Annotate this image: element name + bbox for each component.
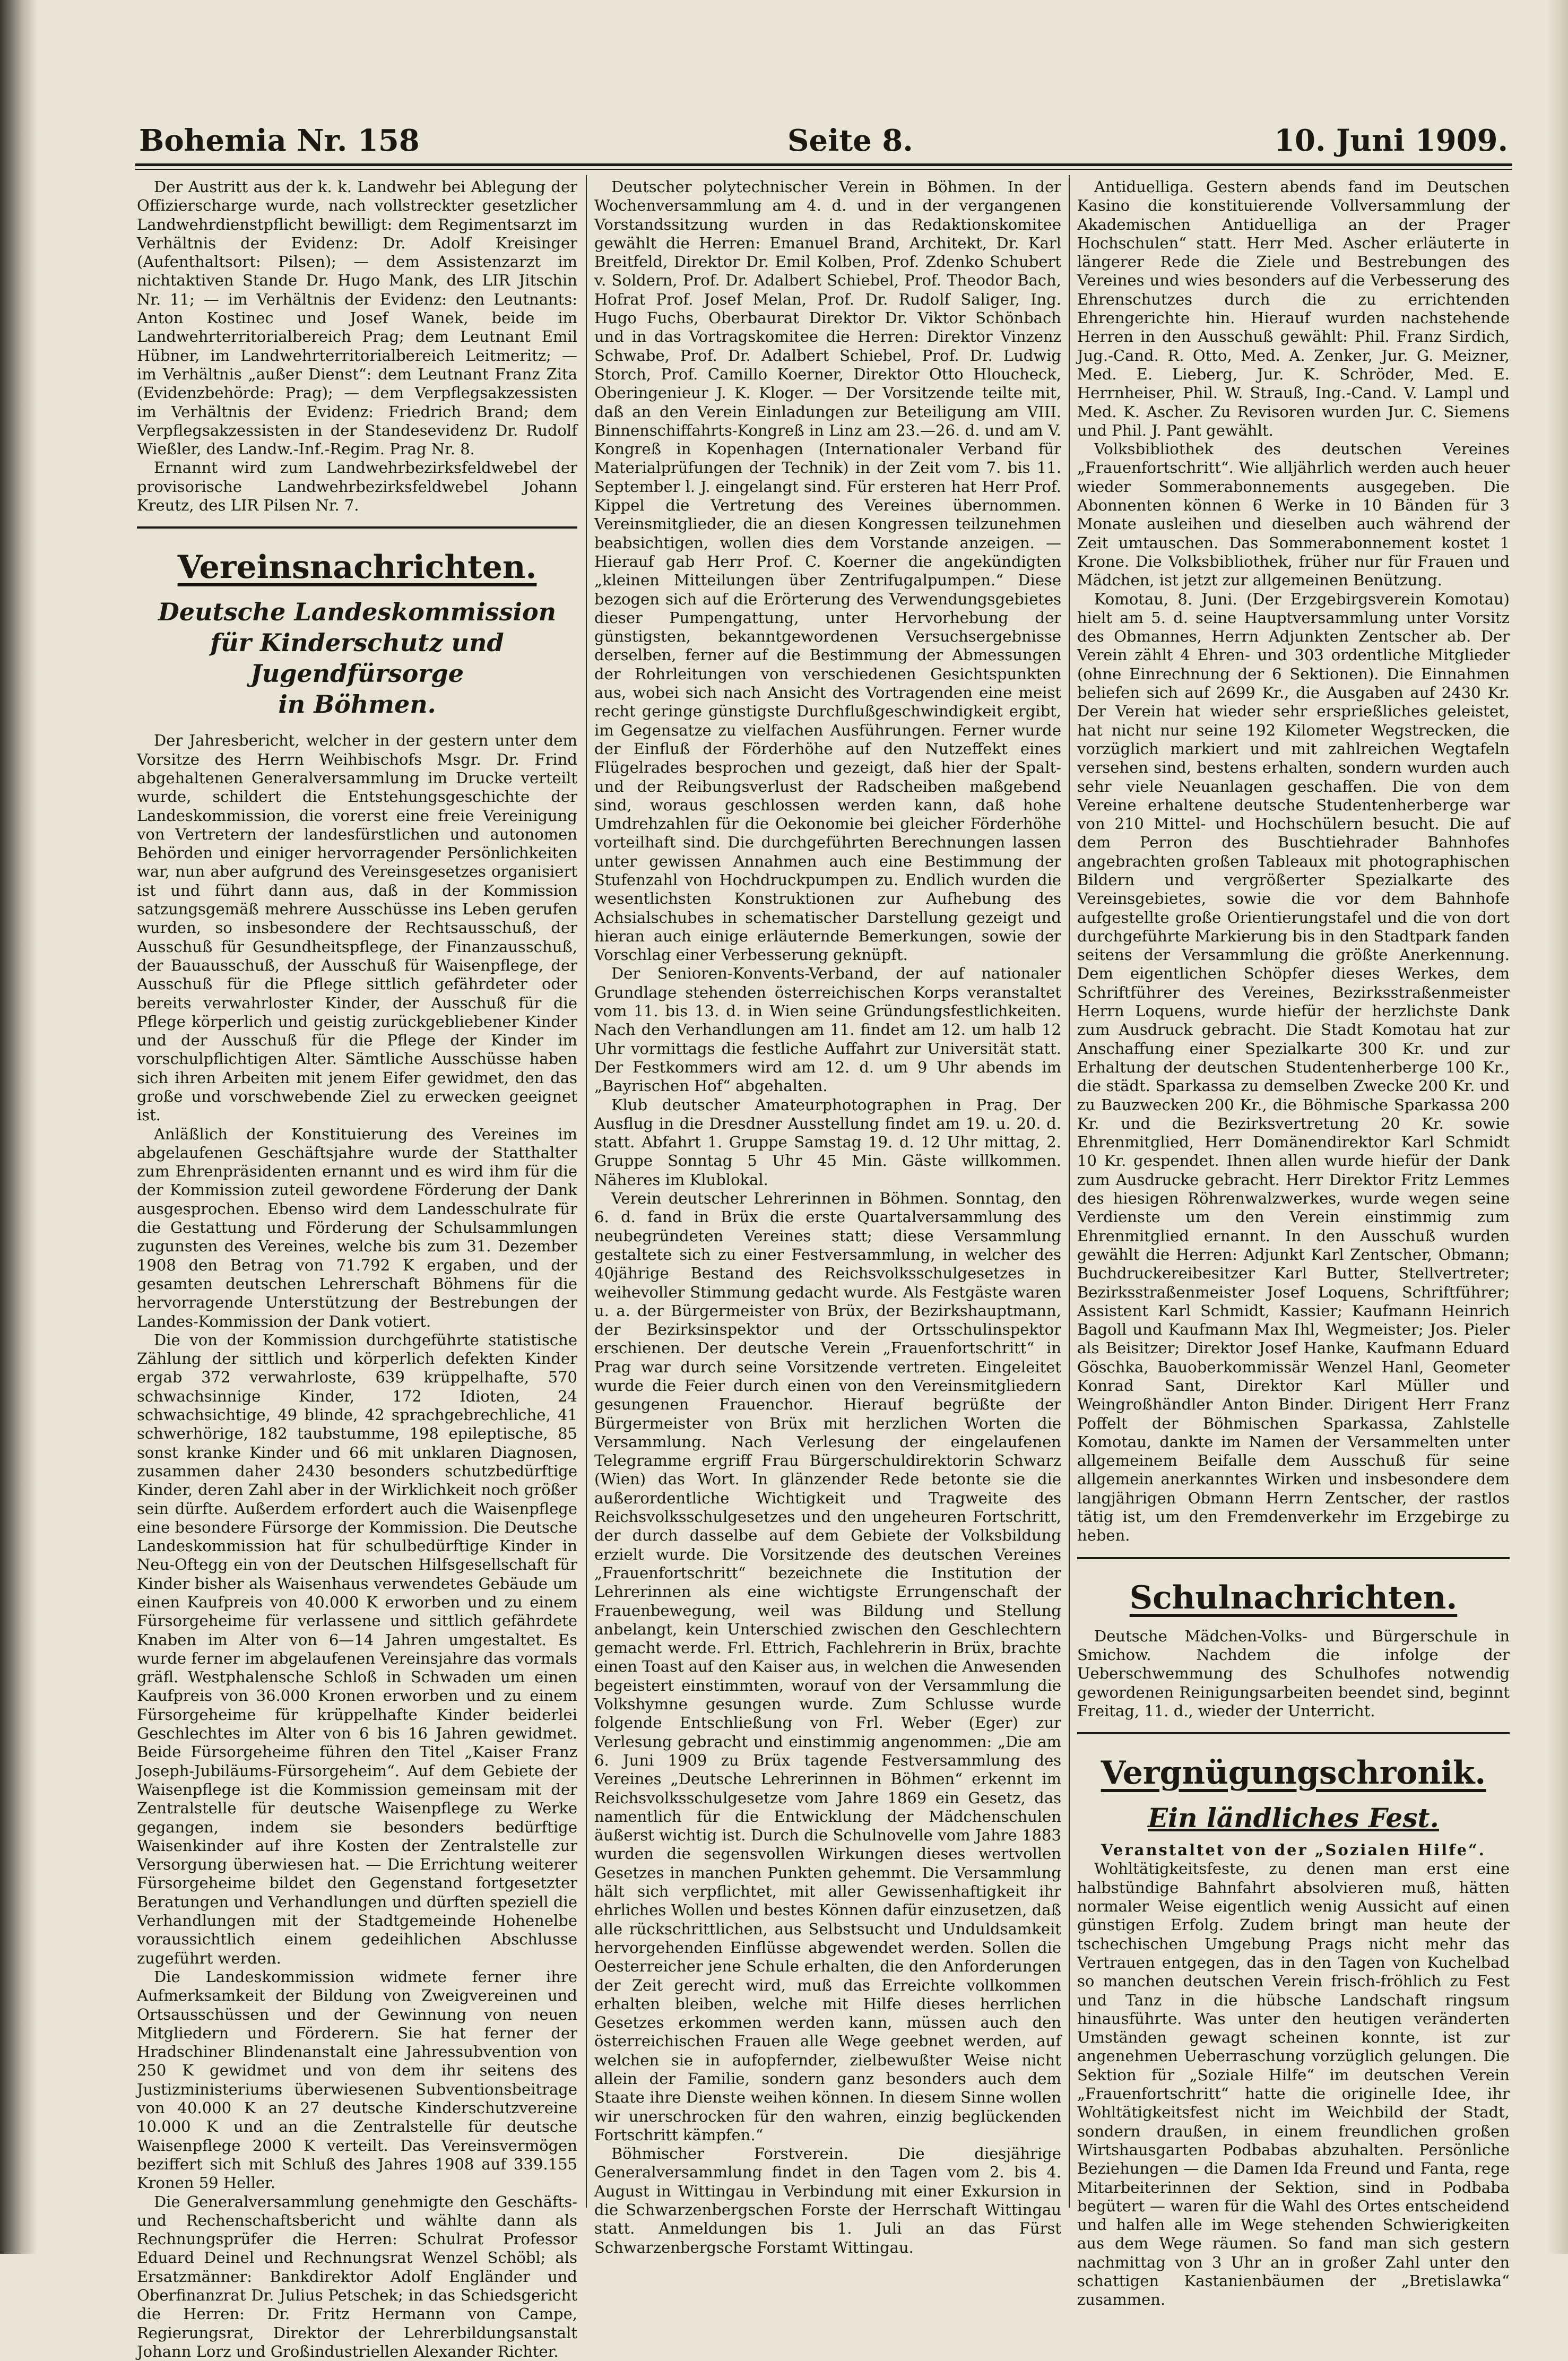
article-volksbibliothek: Volksbibliothek des deutschen Vereines „Frauenfortschritt“. Wie alljährlich werden auch heuer wieder Sommerabonnements ausgegeben. Die Abonnenten können 6 Werke in 10 Bänden für 3 Monate ausleihen und dieselben auch während der Zeit umtauschen. Das Sommerabonnement kostet 1 Krone. Die Volksbibliothek, früher nur für Frauen und Mädchen, ist jetzt zur allgemeinen Benützung. xyxy=(1077,440,1510,590)
header-date: 10. Juni 1909. xyxy=(1274,123,1508,158)
paragraph: Anläßlich der Konstituierung des Vereines im abgelaufenen Geschäftsjahre wurde der Statthalter zum Ehrenpräsidenten ernannt und es wird ihm für die der Kommission zuteil gewordene Förderung der Dank ausgesprochen. Ebenso wird dem Landesschulrate für die Gestattung und Förderung der Schulsammlungen zugunsten des Vereines, welche bis zum 31. Dezember 1908 den Betrag von 71.792 K ergaben, und der gesamten deutschen Lehrerschaft Böhmens für die hervorragende Unterstützung der Bestrebungen der Landes-Kommission der Dank votiert. xyxy=(137,1125,577,1331)
section-rule xyxy=(1077,1732,1510,1734)
section-rule xyxy=(137,526,577,529)
column-3 xyxy=(1077,178,1510,2200)
section-rule xyxy=(1077,1557,1510,1559)
header-rule-thin xyxy=(135,169,1512,170)
article-landwehr-appointment: Ernannt wird zum Landwehrbezirksfeldwebel der provisorische Landwehrbezirksfeldwebel Johann Kreutz, des LIR Pilsen Nr. 7. xyxy=(137,459,577,515)
article-forstverein: Böhmischer Forstverein. Die diesjährige Generalversammlung findet in den Tagen vom 2. bis 4. August in Wittingau in Verbindung mit einer Exkursion in die Schwarzenbergschen Forste der Herrschaft Wittingau statt. Anmeldungen bis 1. Juli an das Fürst Schwarzenbergsche Forstamt Wittingau. xyxy=(594,2144,1061,2257)
section-heading-schulnachrichten: Schulnachrichten. xyxy=(1077,1579,1510,1616)
article-heading-laendliches-fest: Ein ländliches Fest. xyxy=(1077,1802,1510,1834)
article-landwehr: Der Austritt aus der k. k. Landwehr bei Ablegung der Offizierscharge wurde, nach vollstreckter gesetzlicher Landwehrdienstpflicht bewilligt: dem Regimentsarzt im Verhältnis der Evidenz: Dr. Adolf Kreisinger (Aufenthaltsort: Pilsen); — dem Assistenzarzt im nichtaktiven Stande Dr. Hugo Mank, des LIR Jitschin Nr. 11; — im Verhältnis der Evidenz: den Leutnants: Anton Kostinec und Josef Wanek, beide im Landwehrterritorialbereich Prag; dem Leutnant Emil Hübner, im Landwehrterritorialbereich Leitmeritz; — im Verhältnis „außer Dienst“: dem Leutnant Franz Zita (Evidenzbehörde: Prag); — dem Verpflegsakzessisten im Verhältnis der Evidenz: Friedrich Brand; dem Verpflegsakzessisten in der Standesevidenz Dr. Rudolf Wießler, des Landw.-Inf.-Regim. Prag Nr. 8. xyxy=(137,178,577,459)
scan-edge-right xyxy=(1547,0,1568,2254)
section-heading-vergnuegungschronik: Vergnügungschronik. xyxy=(1077,1754,1510,1792)
paragraph: Die Landeskommission widmete ferner ihre Aufmerksamkeit der Bildung von Zweigvereinen und Ortsausschüssen und der Gewinnung von neuen Mitgliedern und Förderern. Sie hat ferner der Hradschiner Blindenanstalt eine Jahressubvention von 250 K gewidmet und von dem ihr seitens des Justizministeriums überwiesenen Subventionsbeitrage von 40.000 K an 27 deutsche Kinderschutzvereine 10.000 K und an die Zentralstelle für deutsche Waisenpflege 2000 K verteilt. Das Vereinsvermögen beziffert sich mit Schluß des Jahres 1908 auf 339.155 Kronen 59 Heller. xyxy=(137,1968,577,2193)
heading-line-2: für Kinderschutz und Jugendfürsorge xyxy=(137,627,577,689)
header-issue: Bohemia Nr. 158 xyxy=(139,123,420,158)
column-2 xyxy=(594,178,1061,2200)
article-erzgebirgsverein: Komotau, 8. Juni. (Der Erzgebirgsverein Komotau) hielt am 5. d. seine Hauptversammlung unter Vorsitz des Obmannes, Herrn Adjunkten Zentscher ab. Der Verein zählt 4 Ehren- und 303 ordentliche Mitglieder (ohne Einrechnung der 6 Sektionen). Die Einnahmen beliefen sich auf 2699 Kr., die Ausgaben auf 2430 Kr. Der Verein hat wieder sehr ersprießliches geleistet, hat nicht nur seine 192 Kilometer Wegstrecken, die vorzüglich markiert und mit zahlreichen Wegtafeln versehen sind, bestens erhalten, sondern wurden auch sehr viele Neuanlagen geschaffen. Die von dem Vereine erhaltene deutsche Studentenherberge war von 210 Mittel- und Hochschülern besucht. Die auf dem Perron des Buschtiehrader Bahnhofes angebrachten großen Tableaux mit photographischen Bildern und vergrößerter Spezialkarte des Vereinsgebietes, sowie die vor dem Bahnhofe aufgestellte große Orientierungstafel und die von dort durchgeführte Markierung bis in den Stadtpark fanden seitens der Versammlung die größte Anerkennung. Dem eigentlichen Schöpfer dieses Werkes, dem Schriftführer des Vereines, Bezirksstraßenmeister Herrn Loquens, wurde hiefür der herzlichste Dank zum Ausdruck gebracht. Die Stadt Komotau hat zur Anschaffung einer Spezialkarte 300 Kr. und zur Erhaltung der deutschen Studentenherberge 100 Kr., die städt. Sparkassa zu demselben Zwecke 200 Kr. und zu Bauzwecken 200 Kr., die Böhmische Sparkassa 200 Kr. und die Bezirksvertretung 20 Kr. sowie Ehrenmitglied, Herr Domänendirektor Karl Schmidt 10 Kr. gespendet. Ihnen allen wurde hiefür der Dank zum Ausdrucke gebracht. Herr Direktor Fritz Lemmes des hiesigen Röhrenwalzwerkes, wurde wegen seine Verdienste um den Verein einstimmig zum Ehrenmitglied ernannt. In den Ausschuß wurden gewählt die Herren: Adjunkt Karl Zentscher, Obmann; Buchdruckereibesitzer Karl Butter, Stellvertreter; Bezirksstraßenmeister Josef Loquens, Schriftführer; Assistent Karl Schmidt, Kassier; Kaufmann Heinrich Bagoll und Kaufmann Max Ihl, Wegmeister; Jos. Pieler als Beisitzer; Direktor Josef Hanke, Kaufmann Eduard Göschka, Bauoberkommissär Wenzel Hanl, Geometer Konrad Sant, Direktor Karl Müller und Weingroßhändler Anton Binder. Dirigent Herr Franz Poffelt der Böhmischen Sparkassa, Zahlstelle Komotau, dankte im Namen der Versammelten unter allgemeinem Beifalle dem Ausschuß für seine allgemein anerkanntes Wirken und insbesondere dem langjährigen Obmann Herrn Zentscher, der rastlos tätig ist, um den Fremdenverkehr im Erzgebirge zu heben. xyxy=(1077,590,1510,1545)
article-maedchenschule: Deutsche Mädchen-Volks- und Bürgerschule in Smichow. Nachdem die infolge der Ueberschwemmung des Schulhofes notwendig gewordenen Reinigungsarbeiten beendet sind, beginnt Freitag, 11. d., wieder der Unterricht. xyxy=(1077,1627,1510,1720)
scan-binding-shadow xyxy=(0,0,37,2254)
article-lehrerinnen: Verein deutscher Lehrerinnen in Böhmen. Sonntag, den 6. d. fand in Brüx die erste Quartalversammlung des neubegründeten Vereines statt; diese Versammlung gestaltete sich zu einer Festversammlung, in welcher des 40jährige Bestand des Reichsvolksschulgesetzes in weihevoller Stimmung gedacht wurde. Als Festgäste waren u. a. der Bürgermeister von Brüx, der Bezirkshauptmann, der Bezirksinspektor und der Ortsschulinspektor erschienen. Der deutsche Verein „Frauenfortschritt“ in Prag war durch seine Vorsitzende vertreten. Eingeleitet wurde die Feier durch einen von den Vereinsmitgliedern gesungenen Frauenchor. Hierauf begrüßte der Bürgermeister von Brüx mit herzlichen Worten die Versammlung. Nach Verlesung der eingelaufenen Telegramme ergriff Frau Bürgerschuldirektorin Schwarz (Wien) das Wort. In glänzender Rede betonte sie die außerordentliche Wichtigkeit und Tragweite des Reichsvolksschulgesetzes und den ungeheuren Fortschritt, der durch dasselbe auf dem Gebiete der Volksbildung erzielt wurde. Die Vorsitzende des deutschen Vereines „Frauenfortschritt“ bezeichnete die Institution der Lehrerinnen als eine wichtigste Errungenschaft der Frauenbewegung, weil was Bildung und Stellung anbelangt, kein Unterschied zwischen den Geschlechtern gemacht werde. Frl. Ettrich, Fachlehrerin in Brüx, brachte einen Toast auf den Kaiser aus, in welchen die Anwesenden begeistert einstimmten, worauf von der Versammlung die Volkshymne gesungen wurde. Zum Schlusse wurde folgende Entschließung von Frl. Weber (Eger) zur Verlesung gebracht und einstimmig angenommen: „Die am 6. Juni 1909 zu Brüx tagende Festversammlung des Vereines „Deutsche Lehrerinnen in Böhmen“ erkennt im Reichsvolksschulgesetze vom Jahre 1869 ein Gesetz, das namentlich für die Entwicklung der Mädchenschulen äußerst wichtig ist. Durch die Schulnovelle vom Jahre 1883 wurden die segensvollen Wirkungen dieses wertvollen Gesetzes in manchen Punkten gehemmt. Die Versammlung hält sich verpflichtet, mit aller Gewissenhaftigkeit ihr ehrliches Wollen und bestes Können dafür einzusetzen, daß alle rückschrittlichen, aus Selbstsucht und Unduldsamkeit hervorgehenden Einflüsse abgewendet werden. Sollen die Oesterreicher jene Schule erhalten, die den Anforderungen der Zeit gerecht wird, muß das Erreichte vollkommen erhalten bleiben, welche mit Hilfe dieses herrlichen Gesetzes erkommen werden kann, müssen auch den österreichischen Frauen alle Wege geebnet werden, auf welchen sie in aufopfernder, zielbewußter Weise nicht allein der Familie, sondern ganz besonders auch dem Staate ihre Dienste weihen können. In diesem Sinne wollen wir unerschrocken für den wahren, einzig beglückenden Fortschritt kämpfen.“ xyxy=(594,1189,1061,2144)
page-header xyxy=(139,123,1508,160)
column-divider-1 xyxy=(586,175,587,2208)
article-senioren-konvents-verband: Der Senioren-Konvents-Verband, der auf nationaler Grundlage stehenden österreichischen Korps veranstaltet vom 11. bis 13. d. in Wien seine Gründungsfestlichkeiten. Nach den Verhandlungen am 11. findet am 12. um halb 12 Uhr vormittags die festliche Auffahrt zur Universität statt. Der Festkommers wird am 12. d. um 9 Uhr abends im „Bayrischen Hof“ abgehalten. xyxy=(594,964,1061,1095)
heading-line-1: Deutsche Landeskommission xyxy=(137,596,577,627)
header-page-number: Seite 8. xyxy=(787,123,913,158)
section-heading-vereinsnachrichten: Vereinsnachrichten. xyxy=(137,549,577,586)
article-byline: Veranstaltet von der „Sozialen Hilfe“. xyxy=(1077,1841,1510,1860)
paragraph: Der Jahresbericht, welcher in der gestern unter dem Vorsitze des Herrn Weihbischofs Msgr. Dr. Frind abgehaltenen Generalversammlung im Drucke verteilt wurde, schildert die Entstehungsgeschichte der Landeskommission, die vorerst eine freie Vereinigung von Vertretern der landesfürstlichen und autonomen Behörden und einiger hervorragender Persönlichkeiten war, nun aber aufgrund des Vereinsgesetzes organisiert ist und führt dann aus, daß in der Kommission satzungsgemäß mehrere Ausschüsse ins Leben gerufen wurden, so insbesondere der Rechtsausschuß, der Ausschuß für Gesundheitspflege, der Finanzausschuß, der Bauausschuß, der Ausschuß für Waisenpflege, der Ausschuß für die Pflege sittlich gefährdeter oder bereits verwahrloster Kinder, der Ausschuß für die Pflege körperlich und geistig zurückgebliebener Kinder und der Ausschuß für die Pflege der Kinder im vorschulpflichtigen Alter. Sämtliche Ausschüsse haben sich ihren Arbeiten mit jenem Eifer gewidmet, den das große und vorschwebende Ziel zu erwecken geeignet ist. xyxy=(137,731,577,1125)
paragraph: Die Generalversammlung genehmigte den Geschäfts- und Rechenschaftsbericht und wählte dann als Rechnungsprüfer die Herren: Schulrat Professor Eduard Deinel und Rechnungsrat Wenzel Schöbl; als Ersatzmänner: Bankdirektor Adolf Engländer und Oberfinanzrat Dr. Julius Petschek; in das Schiedsgericht die Herren: Dr. Fritz Hermann von Campe, Regierungsrat, Direktor der Lehrerbildungsanstalt Johann Lorz und Großindustriellen Alexander Richter. xyxy=(137,2193,577,2361)
article-polytechnischer-verein: Deutscher polytechnischer Verein in Böhmen. In der Wochenversammlung am 4. d. und in der vergangenen Vorstandssitzung wurden in das Redaktionskomitee gewählt die Herren: Emanuel Brand, Architekt, Dr. Karl Breitfeld, Direktor Dr. Emil Kolben, Prof. Zdenko Schubert v. Soldern, Prof. Dr. Adalbert Schiebel, Prof. Theodor Bach, Hofrat Prof. Josef Melan, Prof. Dr. Rudolf Saliger, Ing. Hugo Fuchs, Oberbaurat Direktor Dr. Viktor Schönbach und in das Vortragskomitee die Herren: Direktor Vinzenz Schwabe, Prof. Dr. Adalbert Schiebel, Prof. Dr. Ludwig Storch, Prof. Camillo Koerner, Direktor Otto Hloucheck, Oberingenieur J. K. Kloger. — Der Vorsitzende teilte mit, daß an den Verein Einladungen zur Beteiligung am VIII. Binnenschiffahrts-Kongreß in Linz am 23.—26. d. und am V. Kongreß in Kopenhagen (Internationaler Verband für Materialprüfungen der Technik) in der Zeit vom 7. bis 11. September l. J. eingelangt sind. Für ersteren hat Herr Prof. Kippel die Vertretung des Vereines übernommen. Vereinsmitglieder, die an diesen Kongressen teilzunehmen beabsichtigen, wollen dies dem Vorstande anzeigen. — Hierauf gab Herr Prof. C. Koerner die angekündigten „kleinen Mitteilungen über Zentrifugalpumpen.“ Diese bezogen sich auf die Erörterung des Verwendungsgebietes dieser Pumpengattung, unter Hervorhebung der günstigsten, bekanntgewordenen Versuchsergebnisse derselben, ferner auf die Bestimmung der Abmessungen der Rohrleitungen von verschiedenen Gesichtspunkten aus, wobei sich nach Ansicht des Vortragenden eine meist recht geringe günstigste Durchflußgeschwindigkeit ergibt, im Gegensatze zu vielfachen Ausführungen. Ferner wurde der Einfluß der Förderhöhe auf den Nutzeffekt eines Flügelrades besprochen und gezeigt, daß hier der Spalt- und der Reibungsverlust der Radscheiben maßgebend sind, woraus geschlossen werden kann, daß hohe Umdrehzahlen für die Oekonomie bei gleicher Förderhöhe vorteilhaft sind. Die durchgeführten Berechnungen lassen unter gewissen Annahmen auch eine Bestimmung der Stufenzahl von Hochdruckpumpen zu. Endlich wurden die wesentlichsten Konstruktionen zur Aufhebung des Achsialschubes in schematischer Darstellung gezeigt und hieran auch einige erläuternde Bemerkungen, sowie der Vorschlag einer Verbesserung geknüpft. xyxy=(594,178,1061,964)
article-laendliches-fest: Wohltätigkeitsfeste, zu denen man erst eine halbstündige Bahnfahrt absolvieren muß, hätten normaler Weise eigentlich wenig Aussicht auf einen günstigen Erfolg. Zudem bringt man heute der tschechischen Umgebung Prags nicht mehr das Vertrauen entgegen, das in den Tagen von Kuchelbad so manchen deutschen Verein frisch-fröhlich zu Fest und Tanz in die hübsche Landschaft ringsum hinausführte. Was unter den heutigen veränderten Umständen gewagt scheinen konnte, ist zur angenehmen Ueberraschung vorzüglich gelungen. Die Sektion für „Soziale Hilfe“ im deutschen Verein „Frauenfortschritt“ hatte die originelle Idee, ihr Wohltätigkeitsfest nicht im Weichbild der Stadt, sondern draußen, in einem freundlichen großen Wirtshausgarten Podbabas abzuhalten. Persönliche Beziehungen — die Damen Ida Freund und Fanta, rege Mitarbeiterinnen der Sektion, sind in Podbaba begütert — waren für die Wahl des Ortes entscheidend und halfen alle im Wege stehenden Schwierigkeiten aus dem Wege räumen. So fand man sich gestern nachmittag von 3 Uhr an in großer Zahl unter den schattigen Kastanienbäumen der „Bretislawka“ zusammen. xyxy=(1077,1860,1510,2309)
article-amateurphotographen: Klub deutscher Amateurphotographen in Prag. Der Ausflug in die Dresdner Ausstellung findet am 19. u. 20. d. statt. Abfahrt 1. Gruppe Samstag 19. d. 12 Uhr mittag, 2. Gruppe Sonntag 5 Uhr 45 Min. Gäste willkommen. Näheres im Klublokal. xyxy=(594,1096,1061,1189)
column-divider-2 xyxy=(1069,175,1070,2208)
column-1 xyxy=(137,178,577,2200)
heading-line-3: in Böhmen. xyxy=(137,689,577,720)
paragraph: Die von der Kommission durchgeführte statistische Zählung der sittlich und körperlich defekten Kinder ergab 372 verwahrloste, 639 krüppelhafte, 570 schwachsinnige Kinder, 172 Idioten, 24 schwachsichtige, 49 blinde, 42 sprachgebrechliche, 41 schwerhörige, 182 taubstumme, 198 epileptische, 85 sonst kranke Kinder und 66 mit unklaren Diagnosen, zusammen daher 2430 besonders schutzbedürftige Kinder, deren Zahl aber in der Wirklichkeit noch größer sein dürfte. Außerdem erfordert auch die Waisenpflege eine besondere Fürsorge der Kommission. Die Deutsche Landeskommission hat für schulbedürftige Kinder in Neu-Oftegg ein von der Deutschen Hilfsgesellschaft für Kinder bisher als Waisenhaus verwendetes Gebäude um einen Kaufpreis von 40.000 K erworben und zu einem Fürsorgeheime für verlassene und sittlich gefährdete Knaben im Alter von 6—14 Jahren umgestaltet. Es wurde ferner im abgelaufenen Vereinsjahre das vormals gräfl. Westphalensche Schloß in Schwaden um einen Kaufpreis von 36.000 Kronen erworben und zu einem Fürsorgeheime für krüppelhafte Kinder beiderlei Geschlechtes im Alter von 6 bis 16 Jahren gewidmet. Beide Fürsorgeheime führen den Titel „Kaiser Franz Joseph-Jubiläums-Fürsorgeheim“. Auf dem Gebiete der Waisenpflege ist die Kommission gemeinsam mit der Zentralstelle für deutsche Waisenpflege zu Werke gegangen, indem sie besonders bedürftige Waisenkinder auf ihre Kosten der Zentralstelle zur Versorgung überwiesen hat. — Die Errichtung weiterer Fürsorgeheime bildet den Gegenstand fortgesetzter Beratungen und Verhandlungen und dürften speziell die Verhandlungen mit der Stadtgemeinde Hohenelbe voraussichtlich einem gedeihlichen Abschlusse zugeführt werden. xyxy=(137,1331,577,1968)
article-antiduelliga: Antiduelliga. Gestern abends fand im Deutschen Kasino die konstituierende Vollversammlung der Akademischen Antiduelliga an der Prager Hochschulen“ statt. Herr Med. Ascher erläuterte in längerer Rede die Ziele und Bestrebungen des Vereines und wies besonders auf die Verbesserung des Ehrenschutzes durch die zu errichtenden Ehrengerichte hin. Hierauf wurden nachstehende Herren in den Ausschuß gewählt: Phil. Franz Sirdich, Jug.-Cand. R. Otto, Med. A. Zenker, Jur. G. Meizner, Med. E. Lieberg, Jur. K. Schröder, Med. E. Herrnheiser, Phil. W. Strauß, Ing.-Cand. V. Lampl und Med. K. Ascher. Zu Revisoren wurden Jur. C. Siemens und Phil. J. Pant gewählt. xyxy=(1077,178,1510,440)
header-rule xyxy=(135,163,1512,166)
article-heading-landeskommission xyxy=(137,596,577,720)
